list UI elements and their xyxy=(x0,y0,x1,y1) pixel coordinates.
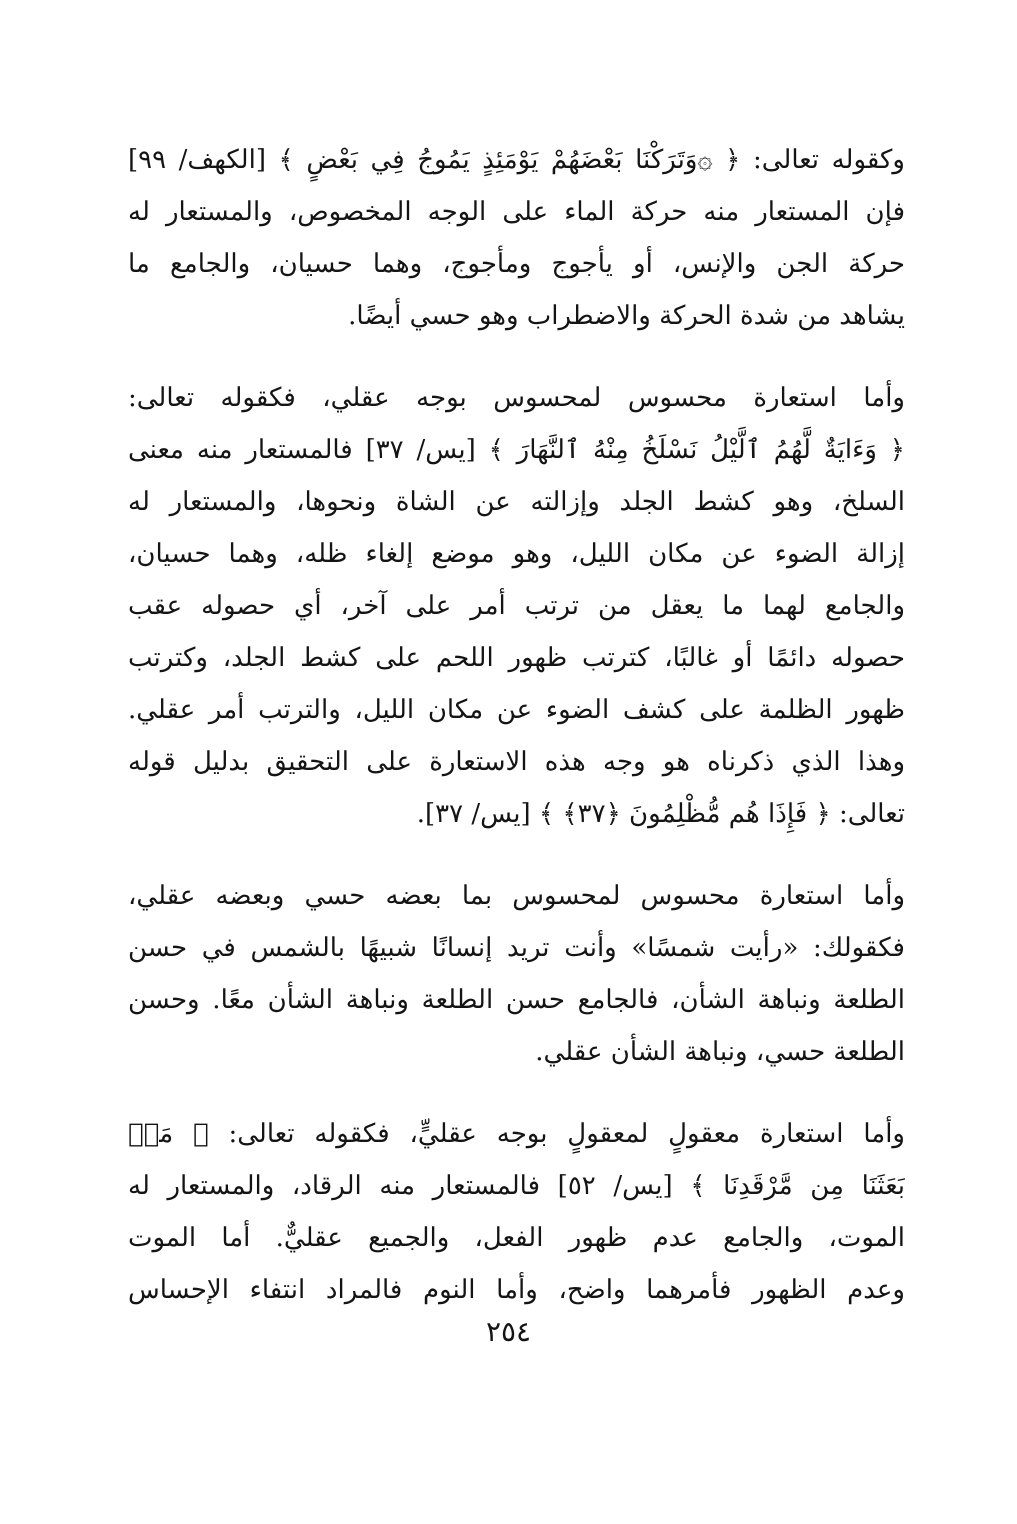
text-line: حصوله دائمًا أو غالبًا، كترتب ظهور اللحم على كشط الجلد، وكترتب xyxy=(128,643,905,673)
text-line: الموت، والجامع عدم ظهور الفعل، والجميع عقليٌّ. أما الموت xyxy=(128,1223,905,1253)
text-line: السلخ، وهو كشط الجلد وإزالته عن الشاة ونحوها، والمستعار له xyxy=(128,487,905,517)
text-line: الطلعة حسي، ونباهة الشأن عقلي. xyxy=(535,1037,905,1067)
text-line: وأما استعارة محسوس لمحسوس بوجه عقلي، فكقوله تعالى: xyxy=(128,383,905,413)
text-line: يشاهد من شدة الحركة والاضطراب وهو حسي أيضًا. xyxy=(348,301,905,331)
text-line: تعالى: ﴿ فَإِذَا هُم مُّظْلِمُونَ ﴿٣٧﴾ ﴾ [يس/ ٣٧]. xyxy=(416,799,905,829)
text-line: والجامع لهما ما يعقل من ترتب أمر على آخر، أي حصوله عقب xyxy=(128,591,905,621)
paragraph-4 xyxy=(128,1108,905,1316)
text-line: فكقولك: «رأيت شمسًا» وأنت تريد إنسانًا شبيهًا بالشمس في حسن xyxy=(128,933,905,963)
page-number: ٢٥٤ xyxy=(485,1315,532,1348)
text-line: وأما استعارة معقولٍ لمعقولٍ بوجه عقليٍّ، فكقوله تعالى: ﴿ مَنۢ xyxy=(128,1119,905,1149)
text-line: حركة الجن والإنس، أو يأجوج ومأجوج، وهما حسيان، والجامع ما xyxy=(128,249,905,279)
text-line: الطلعة ونباهة الشأن، فالجامع حسن الطلعة ونباهة الشأن معًا. وحسن xyxy=(128,985,905,1015)
paragraph-1 xyxy=(128,134,905,342)
text-line: فإن المستعار منه حركة الماء على الوجه المخصوص، والمستعار له xyxy=(128,197,905,227)
text-line: وعدم الظهور فأمرهما واضح، وأما النوم فالمراد انتفاء الإحساس xyxy=(128,1275,905,1305)
paragraph-2 xyxy=(128,372,905,840)
text-line: وكقوله تعالى: ﴿ ۞وَتَرَكْنَا بَعْضَهُمْ يَوْمَئِذٍ يَمُوجُ فِي بَعْضٍ ﴾ [الكهف/ ٩٩] xyxy=(128,145,905,175)
text-line: وهذا الذي ذكرناه هو وجه هذه الاستعارة على التحقيق بدليل قوله xyxy=(128,747,905,777)
text-line: إزالة الضوء عن مكان الليل، وهو موضع إلغاء ظله، وهما حسيان، xyxy=(128,539,905,569)
text-line: بَعَثَنَا مِن مَّرْقَدِنَا ﴾ [يس/ ٥٢] فالمستعار منه الرقاد، والمستعار له xyxy=(128,1171,905,1201)
text-line: ﴿ وَءَايَةٌ لَّهُمُ ٱلَّيْلُ نَسْلَخُ مِنْهُ ٱلنَّهَارَ ﴾ [يس/ ٣٧] فالمستعار منه معنى xyxy=(128,435,905,465)
paragraph-3 xyxy=(128,870,905,1078)
text-line: وأما استعارة محسوس لمحسوس بما بعضه حسي وبعضه عقلي، xyxy=(128,881,905,911)
text-line: ظهور الظلمة على كشف الضوء عن مكان الليل، والترتب أمر عقلي. xyxy=(128,695,905,725)
